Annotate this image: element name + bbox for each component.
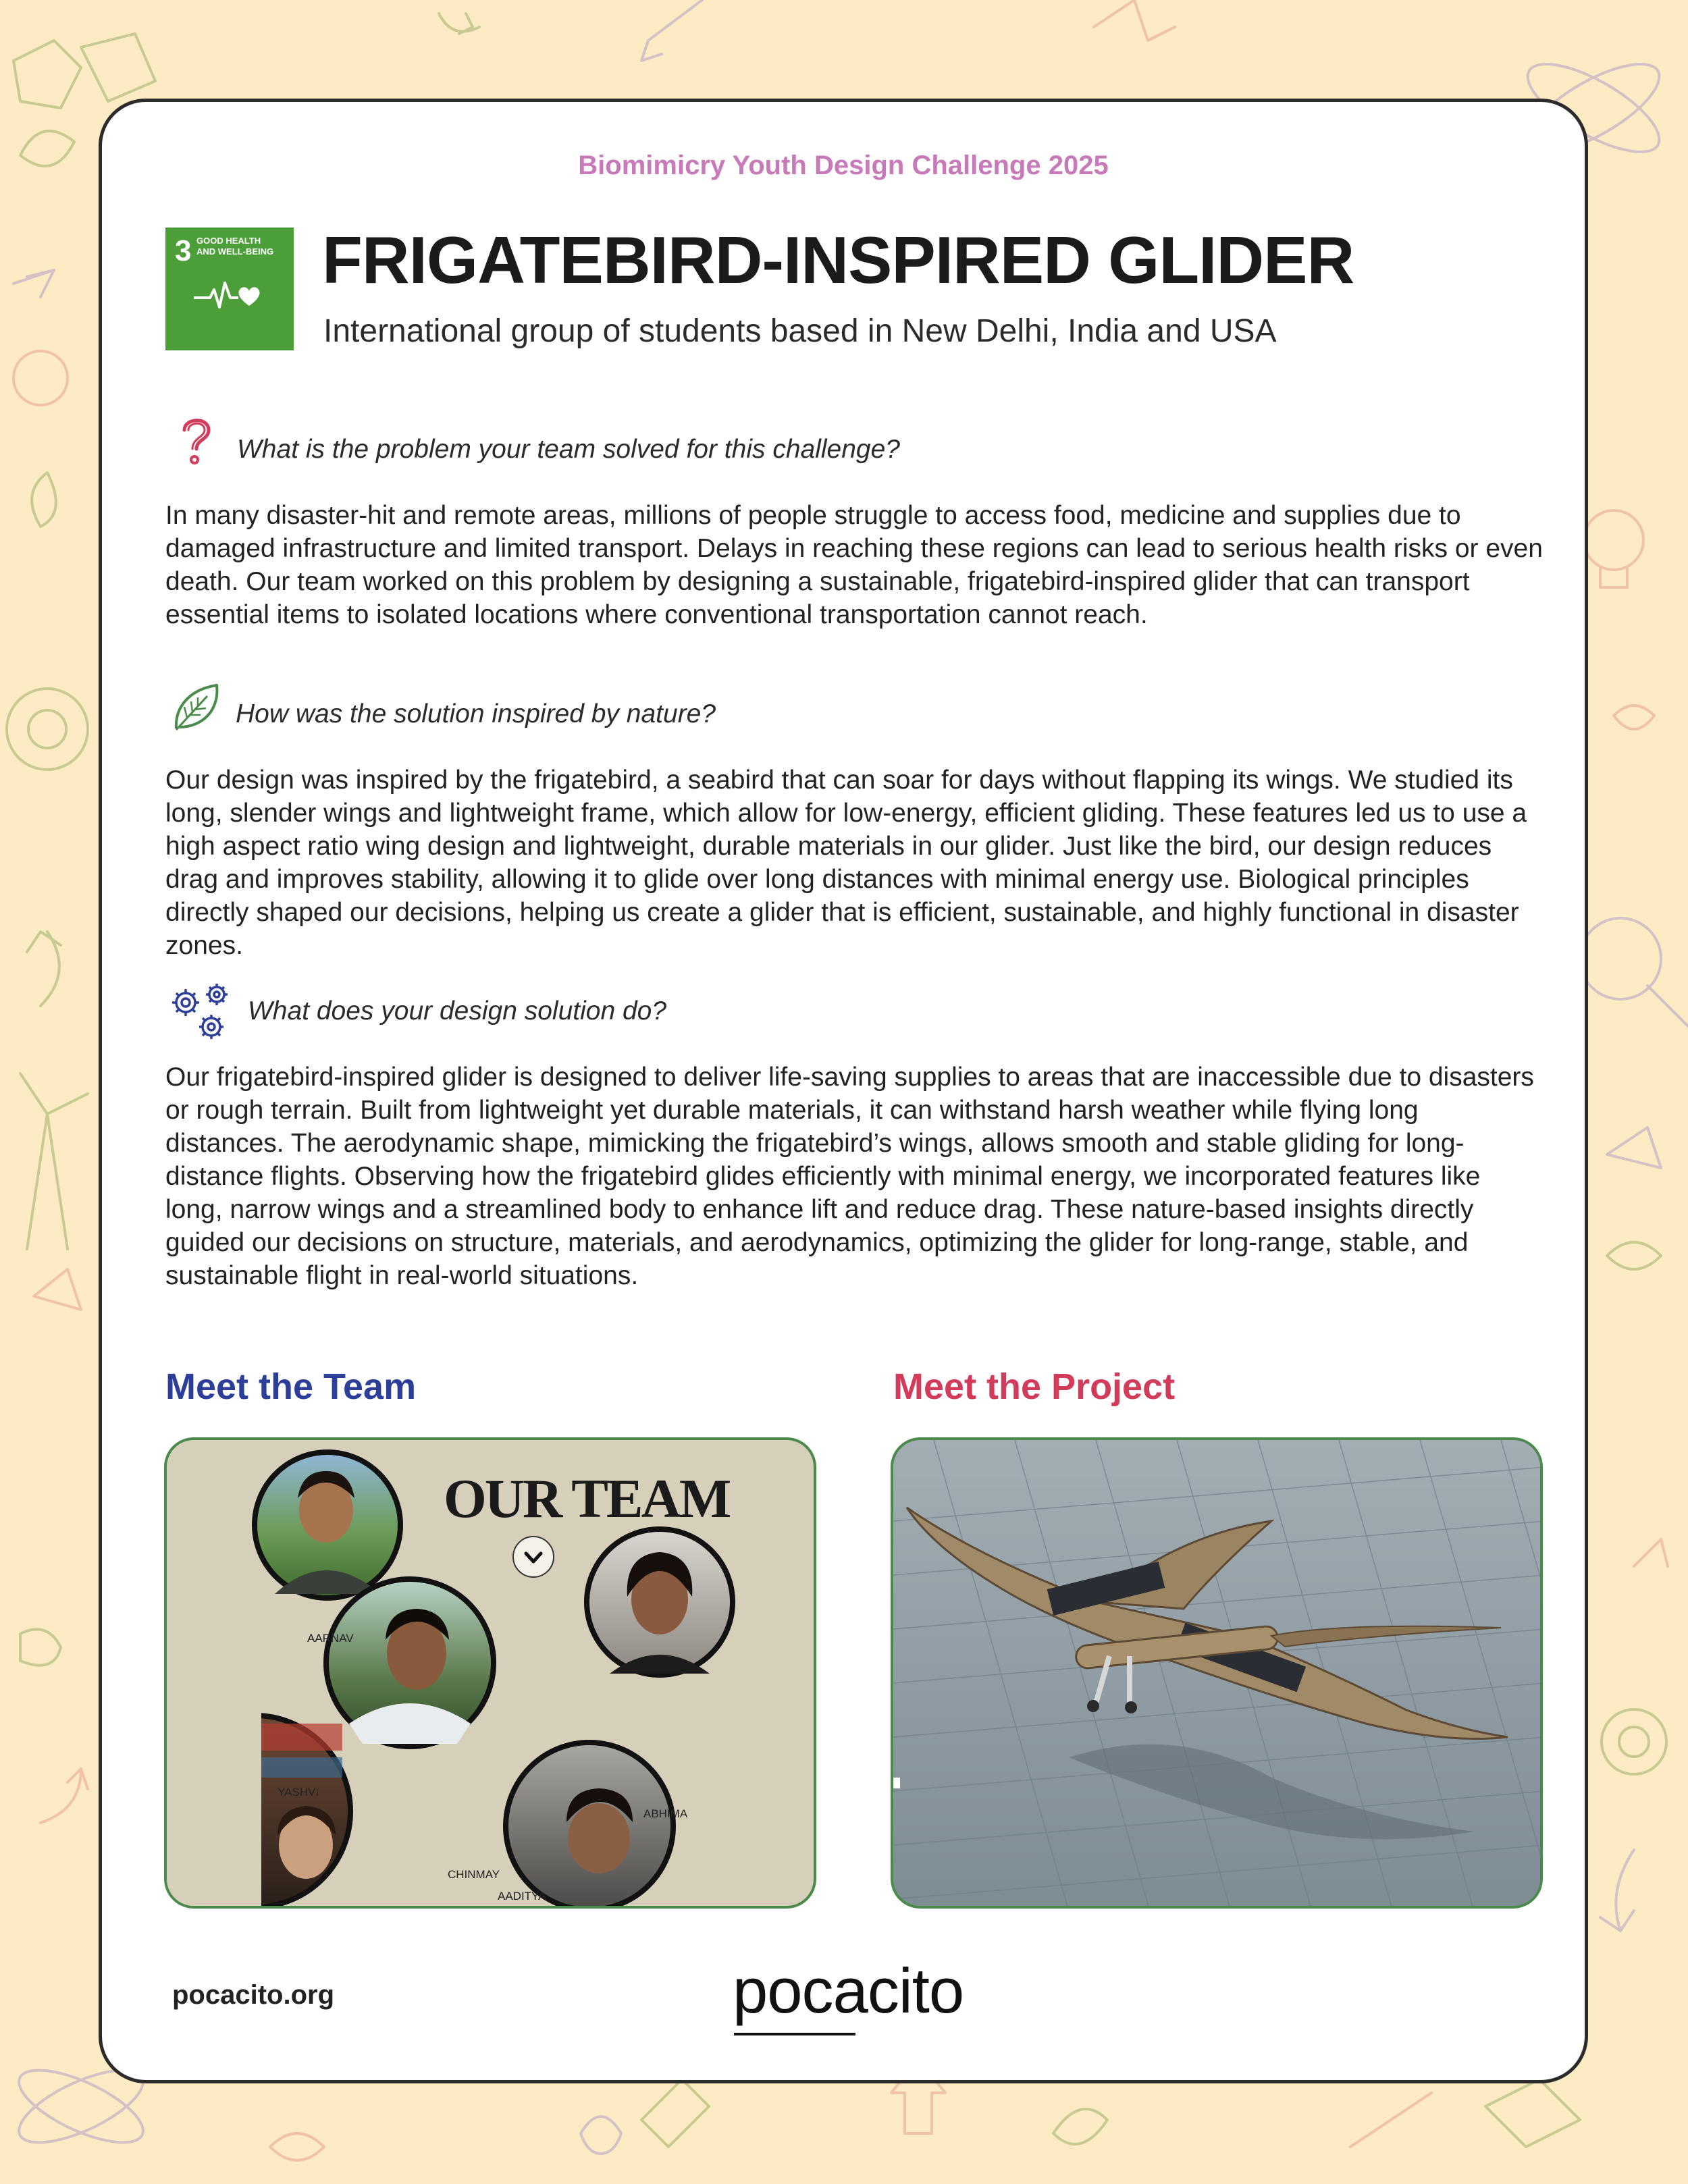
member-photo-yashvi xyxy=(167,1710,350,1909)
member-name-abhima: ABHIMA xyxy=(643,1807,688,1820)
sdg-number: 3 xyxy=(175,234,192,267)
logo-underline xyxy=(734,2033,855,2035)
member-photo-aarnav xyxy=(255,1452,400,1598)
gears-icon xyxy=(168,980,236,1044)
question-solution: What does your design solution do? xyxy=(248,996,667,1026)
answer-nature: Our design was inspired by the frigatebird, a seabird that can soar for days without flapping its wings. We studied its long, slender wings and lightweight frame, which allow for low-energy, efficient gliding. These features led us to use a high aspect ratio wing design and lightweight, durable materials in our glider. Just like the bird, our design reduces drag and improves stability, allowing it to glide over long distances with minimal energy use. Biological principles directly shaped our decisions, helping us create a glider that is efficient, sustainable, and highly functional in disaster zones. xyxy=(165,766,1527,960)
challenge-name: Biomimicry Youth Design Challenge 2025 xyxy=(578,151,1109,180)
pocacito-logo: pocacito xyxy=(733,1955,964,2026)
meet-team-heading: Meet the Team xyxy=(165,1366,417,1407)
answer-solution: Our frigatebird-inspired glider is designed to deliver life-saving supplies to areas that are inaccessible due to disasters or rough terrain. Built from lightweight yet durable materials, it can withstand harsh weather while flying long distances. The aerodynamic shape, mimicking the frigatebird’s wings, allows smooth and stable gliding for long-distance flights. Observing how the frigatebird glides efficiently with minimal energy, we incorporated features like long, narrow wings and a streamlined body to enhance lift and reduce drag. These nature-based insights directly guided our decisions on structure, materials, and aerodynamics, optimizing the glider for long-range, stable, and sustainable flight in real-world situations. xyxy=(165,1063,1534,1290)
answer-problem: In many disaster-hit and remote areas, millions of people struggle to access food, medicine and supplies due to damaged infrastructure and limited transport. Delays in reaching these regions can lead to serious health risks or even death. Our team worked on this problem by designing a sustainable, frigatebird-inspired glider that can transport essential items to isolated locations where conventional transportation cannot reach. xyxy=(165,501,1543,629)
team-image xyxy=(164,1437,816,1909)
glider-render xyxy=(893,1440,1543,1909)
leaf-icon xyxy=(169,680,223,734)
team-photos xyxy=(167,1440,816,1909)
member-name-aarnav: AARNAV xyxy=(307,1632,354,1645)
meet-project-heading: Meet the Project xyxy=(893,1366,1176,1407)
question-problem: What is the problem your team solved for this challenge? xyxy=(237,435,900,464)
member-photo-chinmay xyxy=(326,1579,494,1747)
question-mark-icon xyxy=(169,412,223,467)
sdg-badge xyxy=(165,228,294,350)
member-photo-aaditya xyxy=(506,1742,673,1909)
page-title: FRIGATEBIRD-INSPIRED GLIDER xyxy=(322,223,1354,297)
member-name-chinmay: CHINMAY xyxy=(448,1868,500,1881)
project-image xyxy=(891,1437,1543,1909)
member-photo-abhima xyxy=(587,1529,733,1675)
member-name-aaditya: AADITYA xyxy=(498,1890,546,1902)
question-nature: How was the solution inspired by nature? xyxy=(236,699,716,728)
footer-url[interactable]: pocacito.org xyxy=(172,1980,335,2010)
content-card xyxy=(99,99,1588,2083)
team-image-title: OUR TEAM xyxy=(444,1468,730,1529)
member-name-yashvi: YASHVI xyxy=(278,1786,319,1799)
heartbeat-icon xyxy=(192,275,267,315)
sdg-label: GOOD HEALTH AND WELL-BEING xyxy=(196,236,274,257)
page-subtitle: International group of students based in New Delhi, India and USA xyxy=(323,313,1277,349)
